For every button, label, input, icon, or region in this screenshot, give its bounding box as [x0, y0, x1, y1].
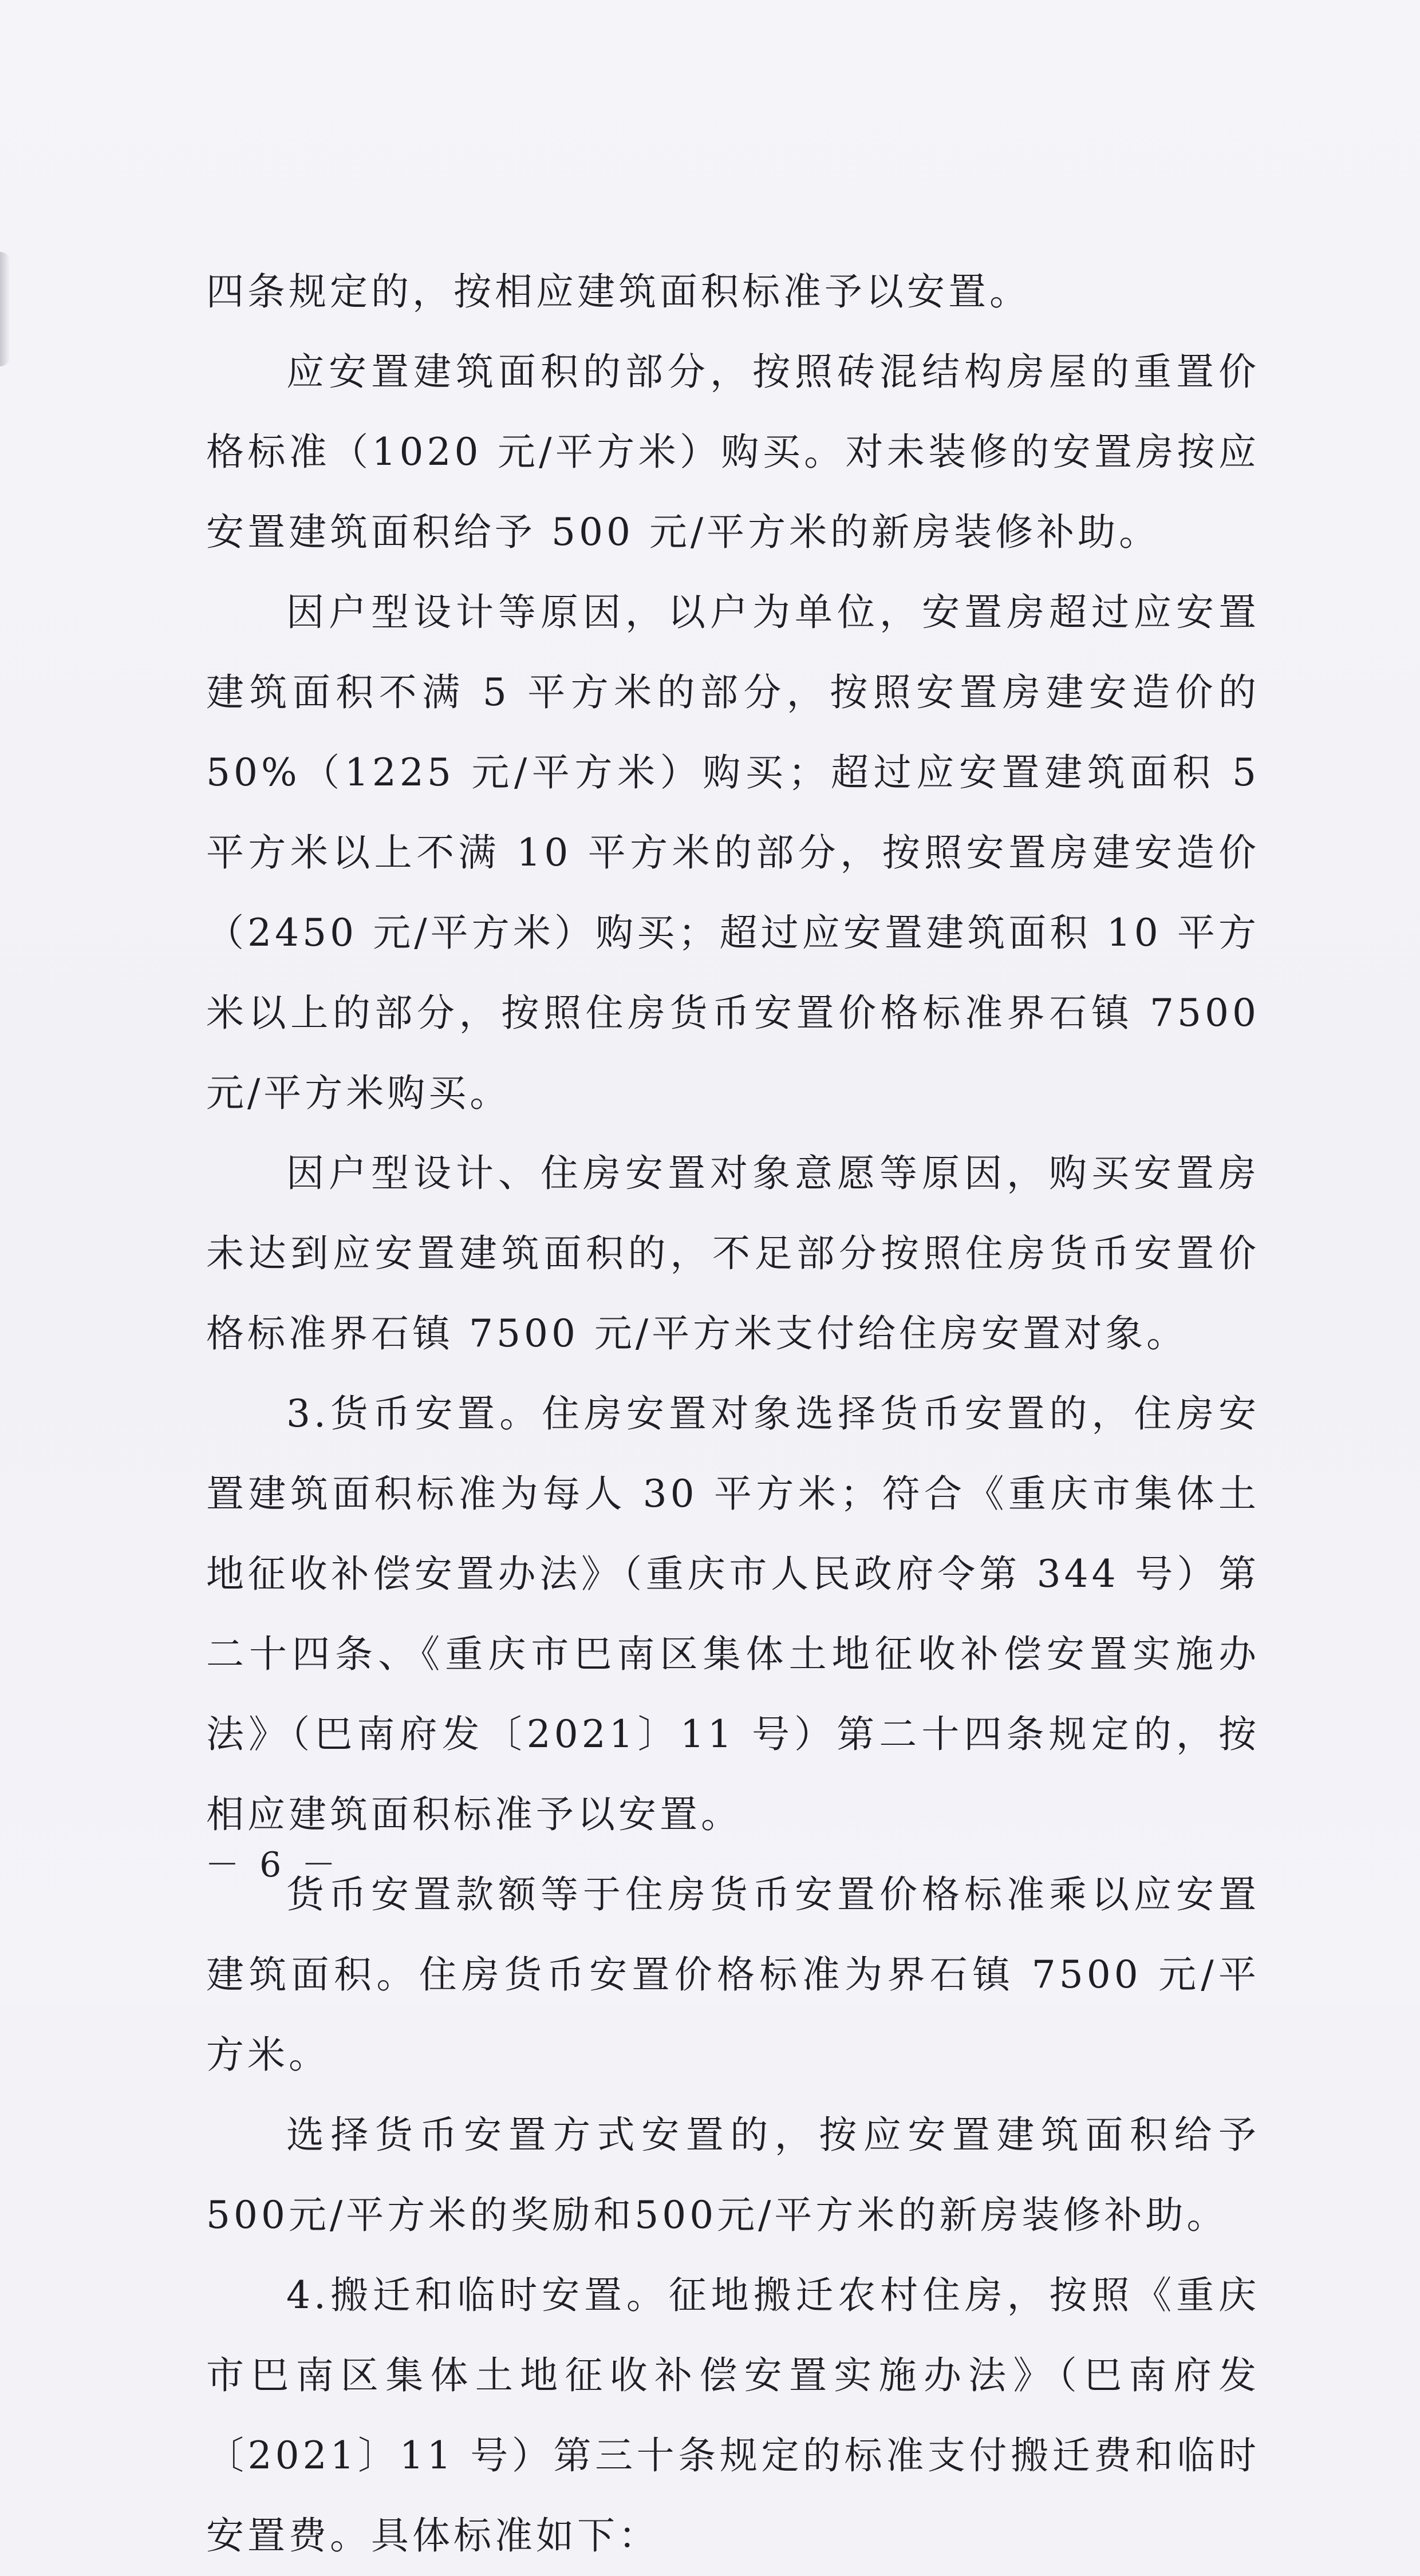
page-number: － 6 －: [205, 1845, 341, 1885]
paragraph-continuation: 四条规定的，按相应建筑面积标准予以安置。: [206, 270, 1031, 314]
paragraph-relocation: 4.搬迁和临时安置。征地搬迁农村住房，按照《重庆市巴南区集体土地征收补偿安置实施办法》（巴南府发〔2021〕11 号）第三十条规定的标准支付搬迁费和临时安置费。具体标准如下：: [206, 2273, 1260, 2558]
binding-shadow: [0, 252, 10, 366]
paragraph-monetary-resettlement: 3.货币安置。住房安置对象选择货币安置的，住房安置建筑面积标准为每人 30 平方米；符合《重庆市集体土地征收补偿安置办法》（重庆市人民政府令第 344 号）第二十四条、《重庆市巴南区集体土地征收补偿安置实施办法》（巴南府发〔2021〕11 号）第二十四条规定的，按相应建筑面积标准予以安置。: [206, 1392, 1260, 1836]
paragraph-excess-area-purchase: 因户型设计等原因，以户为单位，安置房超过应安置建筑面积不满 5 平方米的部分，按照安置房建安造价的 50%（1225 元/平方米）购买；超过应安置建筑面积 5 平方米以上不满 10 平方米的部分，按照安置房建安造价（2450 元/平方米）购买；超过应安置建筑面积 10 平方米以上的部分，按照住房货币安置价格标准界石镇 7500 元/平方米购买。: [206, 590, 1260, 1115]
body-text: [206, 252, 1260, 2576]
paragraph-monetary-amount: 货币安置款额等于住房货币安置价格标准乘以应安置建筑面积。住房货币安置价格标准为界石镇 7500 元/平方米。: [206, 1872, 1260, 2077]
paragraph-shortfall-payment: 因户型设计、住房安置对象意愿等原因，购买安置房未达到应安置建筑面积的，不足部分按照住房货币安置价格标准界石镇 7500 元/平方米支付给住房安置对象。: [206, 1151, 1260, 1356]
paragraph-below-standard-purchase: 应安置建筑面积的部分，按照砖混结构房屋的重置价格标准（1020 元/平方米）购买。对未装修的安置房按应安置建筑面积给予 500 元/平方米的新房装修补助。: [206, 350, 1260, 554]
paragraph-monetary-reward: 选择货币安置方式安置的，按应安置建筑面积给予500元/平方米的奖励和500元/平方米的新房装修补助。: [206, 2113, 1260, 2237]
